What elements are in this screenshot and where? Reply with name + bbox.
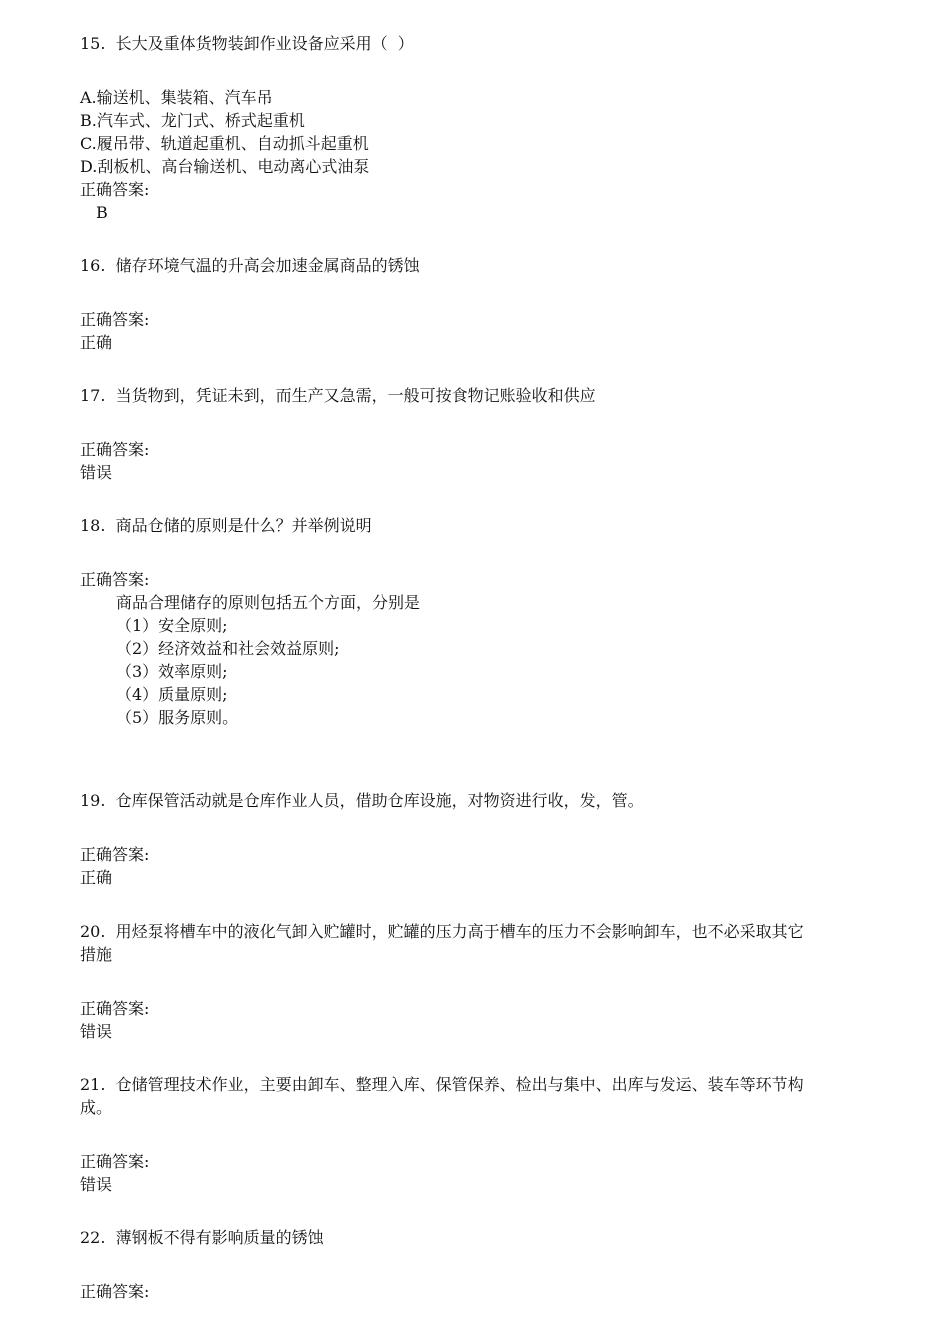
answer-item: （2）经济效益和社会效益原则;	[116, 639, 340, 658]
question-19	[80, 789, 880, 889]
answer-value: 错误	[80, 1022, 113, 1041]
question-prompt: 18. 商品仓储的原则是什么？并举例说明	[80, 516, 372, 535]
question-prompt: 19. 仓库保管活动就是仓库作业人员，借助仓库设施，对物资进行收，发，管。	[80, 791, 644, 810]
answer-value: 正确	[80, 333, 113, 352]
answer-value: 错误	[80, 463, 113, 482]
question-prompt: 15. 长大及重体货物装卸作业设备应采用（ ）	[80, 34, 414, 53]
answer-item: （4）质量原则;	[116, 685, 228, 704]
answer-item: （5）服务原则。	[116, 708, 239, 727]
question-15	[80, 32, 880, 224]
option-a: A.输送机、集装箱、汽车吊	[80, 88, 273, 107]
option-c: C.履吊带、轨道起重机、自动抓斗起重机	[80, 134, 369, 153]
question-17	[80, 384, 880, 484]
answer-intro: 商品合理储存的原则包括五个方面，分别是	[116, 593, 421, 612]
answer-value: B	[96, 203, 108, 222]
option-b: B.汽车式、龙门式、桥式起重机	[80, 111, 305, 130]
option-d: D.刮板机、高台输送机、电动离心式油泵	[80, 157, 370, 176]
answer-label: 正确答案:	[80, 180, 150, 199]
answer-value: 正确	[80, 868, 113, 887]
question-prompt-line2: 措施	[80, 945, 113, 964]
question-20	[80, 920, 880, 1043]
answer-item: （3）效率原则;	[116, 662, 228, 681]
question-22	[80, 1226, 880, 1303]
answer-value: 错误	[80, 1175, 113, 1194]
question-18	[80, 514, 880, 729]
answer-label: 正确答案:	[80, 570, 150, 589]
answer-label: 正确答案:	[80, 310, 150, 329]
answer-label: 正确答案:	[80, 845, 150, 864]
answer-label: 正确答案:	[80, 1152, 150, 1171]
question-16	[80, 254, 880, 354]
question-prompt-line1: 20. 用烃泵将槽车中的液化气卸入贮罐时，贮罐的压力高于槽车的压力不会影响卸车，也不必采取其它	[80, 922, 804, 941]
question-prompt: 22. 薄钢板不得有影响质量的锈蚀	[80, 1228, 324, 1247]
answer-label: 正确答案:	[80, 440, 150, 459]
question-prompt: 17. 当货物到，凭证未到，而生产又急需，一般可按食物记账验收和供应	[80, 386, 596, 405]
answer-label: 正确答案:	[80, 999, 150, 1018]
answer-item: （1）安全原则;	[116, 616, 228, 635]
answer-label: 正确答案:	[80, 1282, 150, 1301]
question-21	[80, 1073, 880, 1196]
question-prompt-line2: 成。	[80, 1098, 113, 1117]
question-prompt-line1: 21. 仓储管理技术作业，主要由卸车、整理入库、保管保养、检出与集中、出库与发运、装车等环节构	[80, 1075, 804, 1094]
question-prompt: 16. 储存环境气温的升高会加速金属商品的锈蚀	[80, 256, 420, 275]
